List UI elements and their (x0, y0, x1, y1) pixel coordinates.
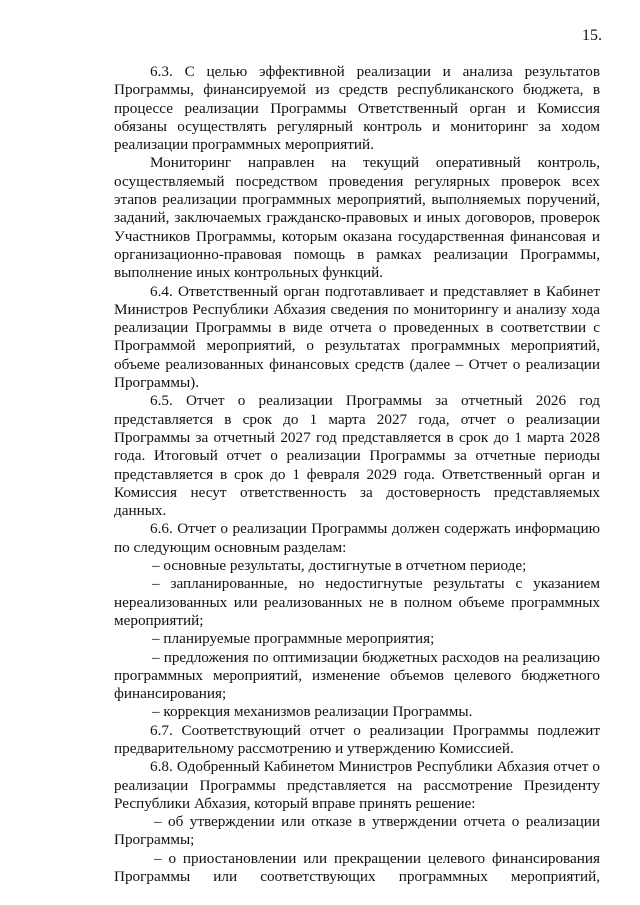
list-item-planned-activities: – планируемые программные мероприятия; (152, 630, 435, 648)
paragraph-6-5: 6.5. Отчет о реализации Программы за отчетный 2026 год представляется в срок до 1 марта 2027 года, отчет о реализации Программы за отчетный 2027 год представляется в срок до 1 марта 2028 года. Итоговый отчет о реализации Программы за отчетные периоды представляется в срок до 1 февраля 2029 года. Ответственный орган и Комиссия несут ответственность за достоверность представляемых данных. (114, 392, 600, 520)
document-body (114, 63, 600, 886)
paragraph-6-8: 6.8. Одобренный Кабинетом Министров Республики Абхазия отчет о реализации Программы представляется на рассмотрение Президенту Республики Абхазия, который вправе принять решение: (114, 758, 600, 812)
list-item-main-results: – основные результаты, достигнутые в отчетном периоде; (152, 557, 527, 575)
list-item-unachieved-results: – запланированные, но недостигнутые результаты с указанием нереализованных или реализованных не в полном объеме программных мероприятий; (114, 575, 600, 629)
paragraph-6-4: 6.4. Ответственный орган подготавливает и представляет в Кабинет Министров Республики Абхазия сведения по мониторингу и анализу хода реализации Программы в виде отчета о проведенных в соответствии с Программой мероприятий, о результатах программных мероприятий, объеме реализованных финансовых средств (далее – Отчет о реализации Программы). (114, 282, 600, 392)
list-item-suspension-decision: – о приостановлении или прекращении целевого финансирования Программы или соответствующих программных мероприятий, (114, 849, 600, 886)
page-number: 15. (582, 27, 602, 44)
paragraph-6-3: 6.3. С целью эффективной реализации и анализа результатов Программы, финансируемой из средств республиканского бюджета, в процессе реализации Программы Ответственный орган и Комиссия обязаны осуществлять регулярный контроль и мониторинг за ходом реализации программных мероприятий. (114, 63, 600, 154)
list-item-budget-optimization: – предложения по оптимизации бюджетных расходов на реализацию программных мероприятий, изменение объемов целевого бюджетного финансирования; (114, 648, 600, 703)
list-item-approval-decision: – об утверждении или отказе в утверждении отчета о реализации Программы; (114, 813, 600, 849)
paragraph-6-7: 6.7. Соответствующий отчет о реализации Программы подлежит предварительному рассмотрению и утверждению Комиссией. (114, 721, 600, 757)
paragraph-monitoring: Мониторинг направлен на текущий оперативный контроль, осуществляемый посредством проведения регулярных проверок всех этапов реализации программных мероприятий, выполняемых поручений, заданий, заключаемых гражданско-правовых и иных договоров, проверок Участников Программы, которым оказана государственная финансовая и организационно-правовая помощь в рамках реализации Программы, выполнение иных контрольных функций. (114, 154, 600, 282)
paragraph-6-6: 6.6. Отчет о реализации Программы должен содержать информацию по следующим основным разделам: (114, 520, 600, 556)
list-item-mechanism-correction: – коррекция механизмов реализации Программы. (152, 703, 473, 721)
